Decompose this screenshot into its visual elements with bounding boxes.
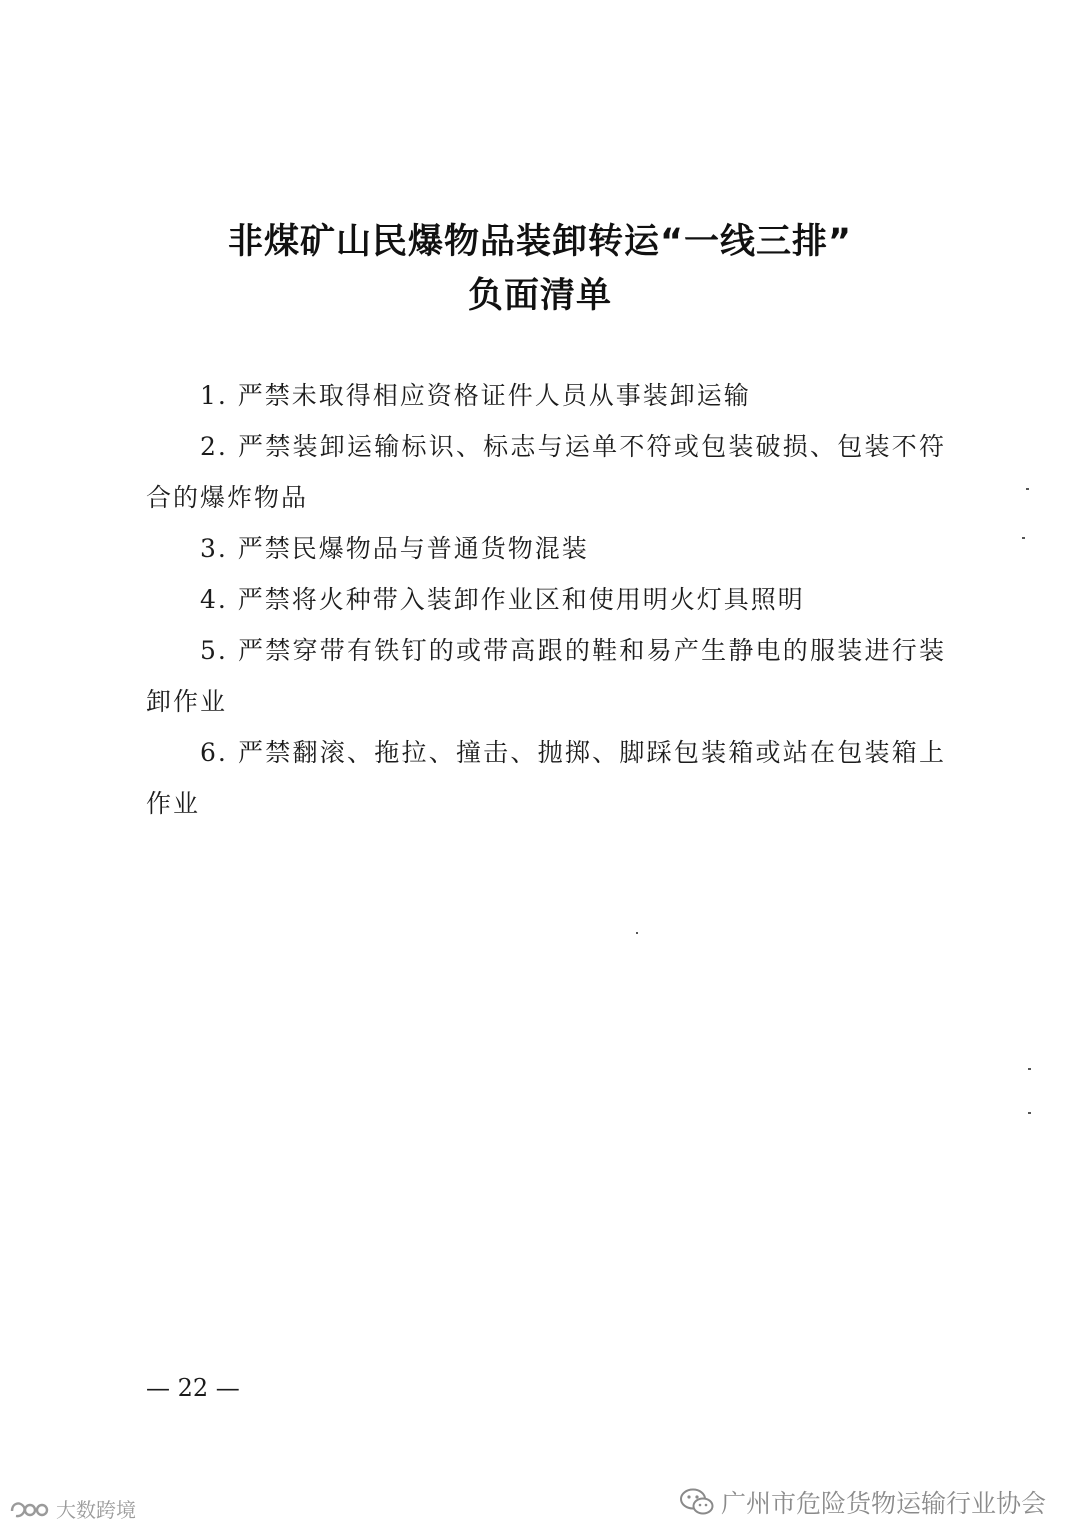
negative-list <box>146 370 946 829</box>
list-item: 1. 严禁未取得相应资格证件人员从事装卸运输 <box>200 381 751 410</box>
source-name: 大数跨境 <box>56 1498 136 1522</box>
list-item: 6. 严禁翻滚、拖拉、撞击、抛掷、脚踩包装箱或站在包装箱上作业 <box>146 738 946 818</box>
scan-speck <box>636 932 638 934</box>
scan-speck <box>1022 537 1025 539</box>
scan-speck <box>1028 1112 1031 1114</box>
document-title-line-2: 负面清单 <box>467 276 612 316</box>
list-item: 4. 严禁将火种带入装卸作业区和使用明火灯具照明 <box>200 585 805 614</box>
publisher-name: 广州市危险货物运输行业协会 <box>720 1489 1046 1518</box>
scan-speck <box>1026 488 1029 490</box>
list-item: 2. 严禁装卸运输标识、标志与运单不符或包装破损、包装不符合的爆炸物品 <box>146 432 946 512</box>
list-item: 5. 严禁穿带有铁钉的或带高跟的鞋和易产生静电的服装进行装卸作业 <box>146 636 946 716</box>
list-item: 3. 严禁民爆物品与普通货物混装 <box>200 534 589 563</box>
source-watermark <box>8 1494 136 1523</box>
document-title-line-1: 非煤矿山民爆物品装卸转运“一线三排” <box>227 222 852 262</box>
page-number: — 22 — <box>146 1374 240 1402</box>
dashu-logo-icon <box>8 1497 52 1521</box>
wechat-icon <box>679 1487 715 1517</box>
scan-speck <box>1028 1068 1031 1070</box>
publisher-watermark <box>679 1484 1046 1520</box>
